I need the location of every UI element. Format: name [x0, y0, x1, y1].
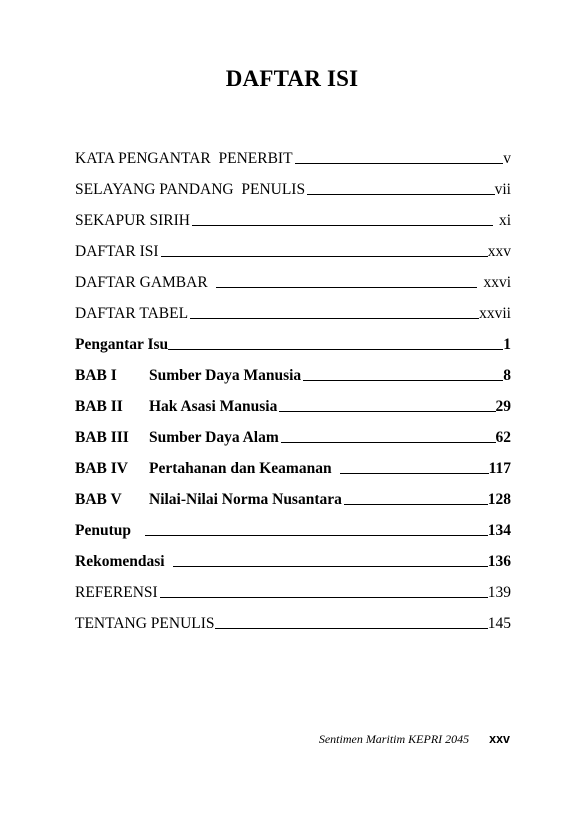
toc-label: DAFTAR ISI: [75, 243, 159, 260]
toc-entry-rekomendasi[interactable]: [75, 549, 511, 571]
toc-label: KATA PENGANTAR PENERBIT: [75, 150, 293, 167]
leader-line: [145, 535, 488, 536]
toc-entry-referensi[interactable]: [75, 580, 511, 602]
toc-page: xi: [498, 212, 511, 229]
toc-page: xxvii: [479, 305, 511, 322]
toc-page: 62: [495, 429, 511, 446]
toc-label: SEKAPUR SIRIH: [75, 212, 190, 229]
leader-line: [173, 566, 488, 567]
leader-line: [344, 504, 488, 505]
leader-line: [303, 380, 503, 381]
toc-label: TENTANG PENULIS: [75, 615, 215, 632]
toc-entry-pengantar-isu[interactable]: [75, 332, 511, 354]
toc-label: Rekomendasi: [75, 553, 165, 570]
leader-line: [295, 163, 504, 164]
toc-label: SELAYANG PANDANG PENULIS: [75, 181, 306, 198]
toc-entry-bab-5[interactable]: [75, 487, 511, 509]
toc-entry-bab-3[interactable]: [75, 425, 511, 447]
chapter-number: BAB II: [75, 398, 123, 415]
leader-line: [215, 628, 488, 629]
toc-page: 1: [503, 336, 511, 353]
toc-label: Sumber Daya Manusia: [149, 367, 302, 384]
leader-line: [281, 442, 496, 443]
toc-entry-daftar-tabel[interactable]: [75, 301, 511, 323]
leader-line: [161, 256, 488, 257]
book-title: Sentimen Maritim KEPRI 2045: [318, 732, 470, 746]
toc-page: 29: [495, 398, 511, 415]
toc-entry-tentang-penulis[interactable]: [75, 611, 511, 633]
toc-page: vii: [494, 181, 511, 198]
toc-page: 134: [487, 522, 511, 539]
toc-page: v: [503, 150, 511, 167]
toc-entry-penutup[interactable]: [75, 518, 511, 540]
toc-page: 128: [487, 491, 511, 508]
page-footer: [0, 732, 510, 747]
toc-entry-daftar-gambar[interactable]: [75, 270, 511, 292]
toc-label: Nilai-Nilai Norma Nusantara: [149, 491, 342, 508]
toc-page: 8: [503, 367, 511, 384]
leader-line: [279, 411, 495, 412]
chapter-number: BAB V: [75, 491, 122, 508]
toc-label: DAFTAR GAMBAR: [75, 274, 208, 291]
leader-line: [307, 194, 495, 195]
leader-line: [168, 349, 503, 350]
toc-label: Sumber Daya Alam: [149, 429, 279, 446]
toc-entry-daftar-isi[interactable]: [75, 239, 511, 261]
leader-line: [216, 287, 478, 288]
page-title: DAFTAR ISI: [225, 66, 359, 91]
toc-entry-bab-2[interactable]: [75, 394, 511, 416]
toc-entry-selayang-pandang[interactable]: [75, 177, 511, 199]
chapter-number: BAB IV: [75, 460, 128, 477]
toc-entry-sekapur-sirih[interactable]: [75, 208, 511, 230]
toc-label: Pengantar Isu: [75, 336, 169, 353]
toc-label: Pertahanan dan Keamanan: [149, 460, 332, 477]
page-number: xxv: [489, 732, 510, 746]
leader-line: [340, 473, 489, 474]
toc-page: 139: [487, 584, 511, 601]
toc-entry-bab-1[interactable]: [75, 363, 511, 385]
toc-label: Hak Asasi Manusia: [149, 398, 278, 415]
toc-label: REFERENSI: [75, 584, 158, 601]
toc-page: 136: [487, 553, 511, 570]
toc-label: Penutup: [75, 522, 131, 539]
leader-line: [190, 318, 479, 319]
toc-page: xxvi: [483, 274, 511, 291]
leader-line: [160, 597, 488, 598]
chapter-number: BAB III: [75, 429, 129, 446]
toc-page: xxv: [487, 243, 511, 260]
toc-page: 145: [487, 615, 511, 632]
toc-label: DAFTAR TABEL: [75, 305, 189, 322]
toc-entry-bab-4[interactable]: [75, 456, 511, 478]
chapter-number: BAB I: [75, 367, 117, 384]
toc-entry-kata-pengantar[interactable]: [75, 146, 511, 168]
leader-line: [192, 225, 493, 226]
toc-page: 117: [488, 460, 511, 477]
